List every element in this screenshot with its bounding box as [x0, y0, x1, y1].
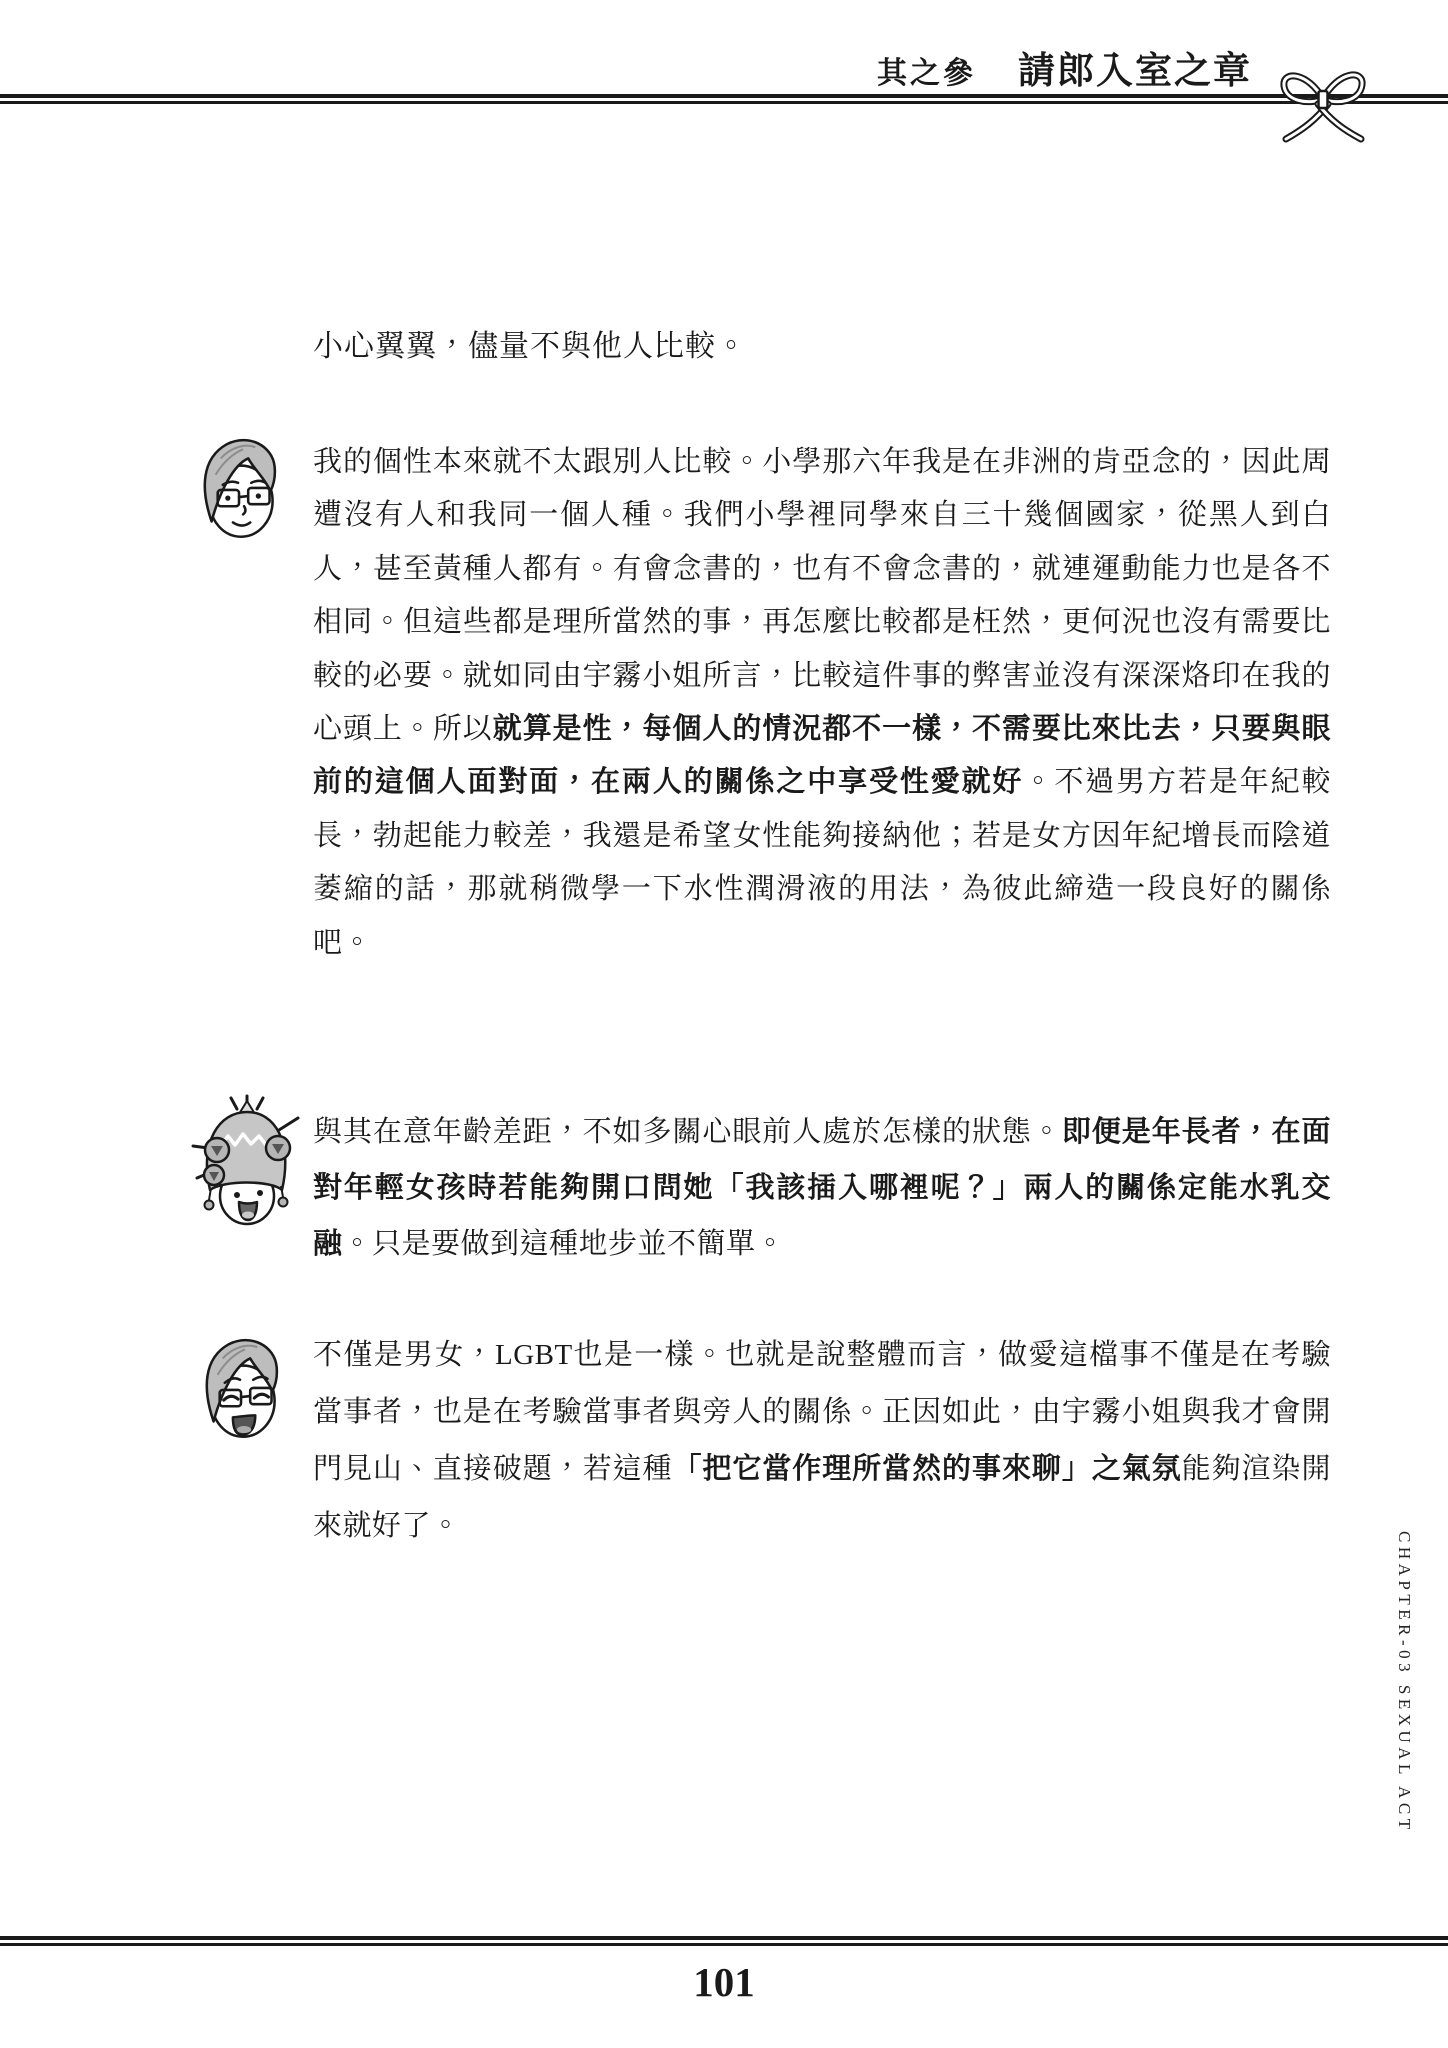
- glasses-man-smile-avatar: [186, 432, 288, 554]
- page-number: 101: [693, 1959, 755, 2005]
- bottom-double-rule: [0, 1936, 1448, 1946]
- chapter-label: 其之參: [877, 57, 976, 90]
- intro-paragraph: 小心翼翼，儘量不與他人比較。: [313, 330, 747, 363]
- dialogue-paragraph: 與其在意年齡差距，不如多關心眼前人處於怎樣的狀態。即便是年長者，在面對年輕女孩時若能夠開口問她「我該插入哪裡呢？」兩人的關係定能水乳交融。只是要做到這種地步並不簡單。: [313, 1116, 1331, 1260]
- page-header: [877, 40, 1252, 94]
- top-double-rule: [0, 94, 1448, 104]
- dialogue-paragraph: 我的個性本來就不太跟別人比較。小學那六年我是在非洲的肯亞念的，因此周遭沒有人和我同一個人種。我們小學裡同學來自三十幾個國家，從黑人到白人，甚至黃種人都有。有會念書的，也有不會念書的，就連運動能力也是各不相同。但這些都是理所當然的事，再怎麼比較都是枉然，更何況也沒有需要比較的必要。就如同由宇霧小姐所言，比較這件事的弊害並沒有深深烙印在我的心頭上。所以就算是性，每個人的情況都不一樣，不需要比來比去，只要與眼前的這個人面對面，在兩人的關係之中享受性愛就好。不過男方若是年紀較長，勃起能力較差，我還是希望女性能夠接納他；若是女方因年紀增長而陰道萎縮的話，那就稍微學一下水性潤滑液的用法，為彼此締造一段良好的關係吧。: [313, 446, 1331, 959]
- ribbon-bow-icon: [1272, 60, 1376, 144]
- dialogue-paragraph: 不僅是男女，LGBT也是一樣。也就是說整體而言，做愛這檔事不僅是在考驗當事者，也是在考驗當事者與旁人的關係。正因如此，由宇霧小姐與我才會開門見山、直接破題，若這種「把它當作理所當然的事來聊」之氣氛能夠渲染開來就好了。: [313, 1339, 1331, 1542]
- glasses-man-laugh-avatar: [188, 1332, 290, 1454]
- headdress-girl-avatar: [181, 1094, 309, 1234]
- chapter-side-label: CHAPTER-03 SEXUAL ACT: [1395, 1531, 1414, 1834]
- chapter-title: 請郎入室之章: [1018, 50, 1252, 91]
